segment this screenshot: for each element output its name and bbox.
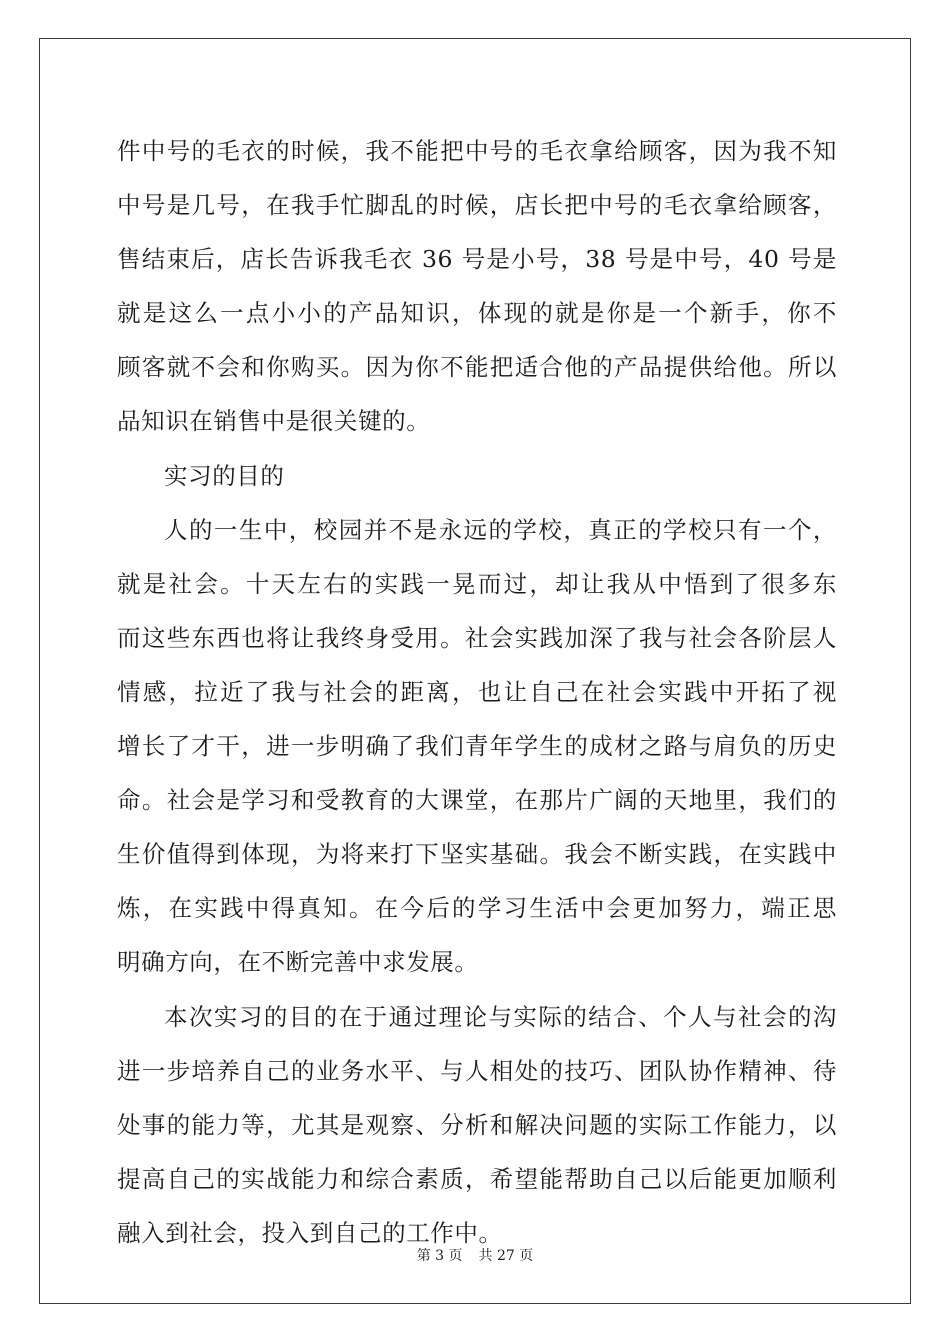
- page-footer: [0, 1245, 950, 1265]
- text-line: 品知识在销售中是很关键的。: [117, 407, 431, 436]
- text-line: 融入到社会，投入到自己的工作中。: [117, 1218, 503, 1247]
- text-line: 顾客就不会和你购买。因为你不能把适合他的产品提供给他。所以: [117, 353, 837, 382]
- text-line: 售结束后，店长告诉我毛衣 36 号是小号，38 号是中号，40 号是: [117, 245, 837, 274]
- total-pages: 共 27 页: [478, 1248, 534, 1264]
- text-line: 情感，拉近了我与社会的距离，也让自己在社会实践中开拓了视: [117, 677, 837, 706]
- text-line: 处事的能力等，尤其是观察、分析和解决问题的实际工作能力，以: [117, 1110, 837, 1139]
- text-line: 提高自己的实战能力和综合素质，希望能帮助自己以后能更加顺利: [117, 1164, 837, 1193]
- text-line: 命。社会是学习和受教育的大课堂，在那片广阔的天地里，我们的: [117, 786, 837, 815]
- text-line: 件中号的毛衣的时候，我不能把中号的毛衣拿给顾客，因为我不知: [117, 137, 837, 165]
- text-line: 进一步培养自己的业务水平、与人相处的技巧、团队协作精神、待: [117, 1056, 837, 1085]
- text-line: 就是这么一点小小的产品知识，体现的就是你是一个新手，你不: [117, 299, 837, 328]
- text-line: 人的一生中，校园并不是永远的学校，真正的学校只有一个，: [164, 515, 837, 544]
- text-line: 增长了才干，进一步明确了我们青年学生的成材之路与肩负的历史: [117, 732, 837, 761]
- text-line: 中号是几号，在我手忙脚乱的时候，店长把中号的毛衣拿给顾客，: [117, 191, 837, 220]
- text-line: 就是社会。十天左右的实践一晃而过，却让我从中悟到了很多东: [117, 569, 837, 598]
- text-line: 本次实习的目的在于通过理论与实际的结合、个人与社会的沟: [164, 1002, 837, 1031]
- text-line: 生价值得到体现，为将来打下坚实基础。我会不断实践，在实践中: [117, 840, 837, 869]
- text-line: 而这些东西也将让我终身受用。社会实践加深了我与社会各阶层人: [117, 623, 837, 652]
- section-heading: 实习的目的: [164, 461, 285, 490]
- text-line: 明确方向，在不断完善中求发展。: [117, 948, 479, 977]
- page-number: 第 3 页: [416, 1248, 463, 1264]
- document-body: [117, 124, 837, 1260]
- text-line: 炼，在实践中得真知。在今后的学习生活中会更加努力，端正思: [117, 894, 837, 923]
